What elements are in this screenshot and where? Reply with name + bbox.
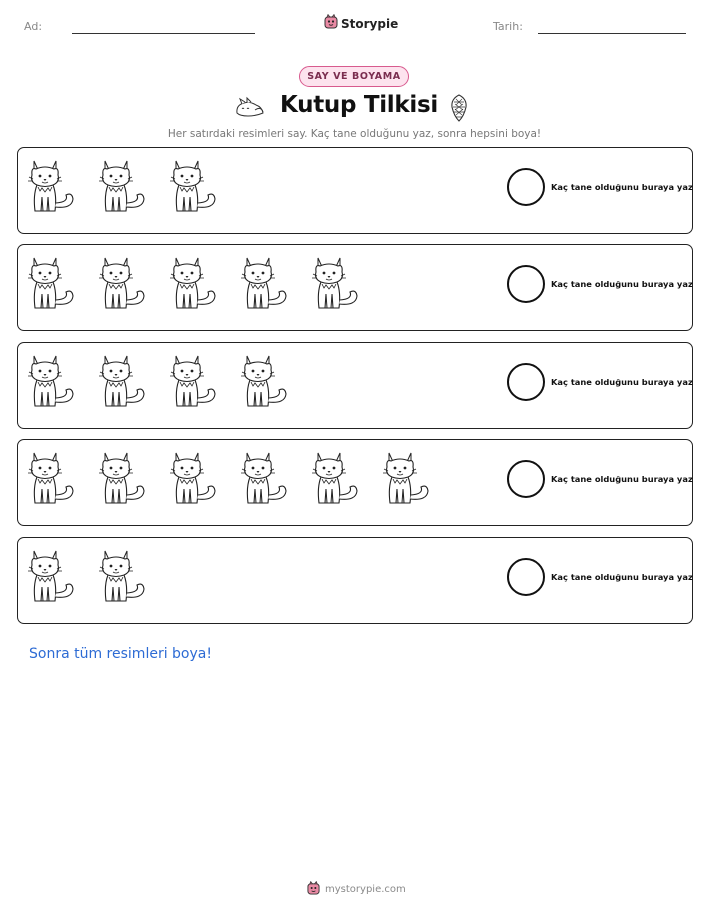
arctic-fox-icon[interactable] (239, 449, 310, 509)
arctic-fox-icon[interactable] (168, 352, 239, 412)
footer-note: Sonra tüm resimleri boya! (29, 646, 212, 662)
counting-row (17, 537, 693, 624)
name-line[interactable] (72, 33, 255, 34)
sleeping-fox-icon (234, 96, 266, 122)
brand-logo (324, 14, 398, 33)
arctic-fox-icon[interactable] (381, 449, 452, 509)
answer-circle[interactable] (507, 265, 545, 303)
answer-circle[interactable] (507, 460, 545, 498)
counting-row (17, 439, 693, 526)
arctic-fox-icon[interactable] (97, 254, 168, 314)
arctic-fox-icon[interactable] (310, 449, 381, 509)
page-title: Kutup Tilkisi (280, 92, 438, 118)
date-label: Tarih: (493, 20, 523, 33)
answer-prompt: Kaç tane olduğunu buraya yaz (551, 279, 693, 289)
arctic-fox-icon[interactable] (26, 352, 97, 412)
answer-circle[interactable] (507, 168, 545, 206)
arctic-fox-icon[interactable] (239, 254, 310, 314)
counting-row (17, 244, 693, 331)
site-footer (307, 880, 406, 899)
fox-group (26, 254, 381, 314)
storypie-logo-icon (307, 880, 320, 899)
arctic-fox-icon[interactable] (97, 547, 168, 607)
arctic-fox-icon[interactable] (26, 157, 97, 217)
brand-name: Storypie (341, 16, 399, 31)
arctic-fox-icon[interactable] (26, 547, 97, 607)
storypie-logo-icon (324, 14, 338, 33)
arctic-fox-icon[interactable] (26, 449, 97, 509)
arctic-fox-icon[interactable] (310, 254, 381, 314)
title-row (0, 92, 709, 124)
date-line[interactable] (538, 33, 686, 34)
arctic-fox-icon[interactable] (97, 157, 168, 217)
answer-circle[interactable] (507, 558, 545, 596)
fox-group (26, 547, 168, 607)
arctic-fox-icon[interactable] (168, 449, 239, 509)
answer-prompt: Kaç tane olduğunu buraya yaz (551, 572, 693, 582)
answer-prompt: Kaç tane olduğunu buraya yaz (551, 377, 693, 387)
activity-badge-label: SAY VE BOYAMA (307, 71, 401, 82)
arctic-fox-icon[interactable] (97, 352, 168, 412)
answer-prompt: Kaç tane olduğunu buraya yaz (551, 182, 693, 192)
pinecone-icon (449, 93, 469, 127)
arctic-fox-icon[interactable] (26, 254, 97, 314)
fox-group (26, 157, 239, 217)
arctic-fox-icon[interactable] (239, 352, 310, 412)
arctic-fox-icon[interactable] (168, 157, 239, 217)
answer-prompt: Kaç tane olduğunu buraya yaz (551, 474, 693, 484)
arctic-fox-icon[interactable] (168, 254, 239, 314)
activity-badge (299, 66, 409, 87)
fox-group (26, 352, 310, 412)
answer-circle[interactable] (507, 363, 545, 401)
arctic-fox-icon[interactable] (97, 449, 168, 509)
counting-row (17, 147, 693, 234)
fox-group (26, 449, 452, 509)
instructions: Her satırdaki resimleri say. Kaç tane olduğunu yaz, sonra hepsini boya! (167, 128, 542, 140)
site-url: mystorypie.com (325, 884, 406, 895)
counting-row (17, 342, 693, 429)
name-label: Ad: (24, 20, 43, 33)
